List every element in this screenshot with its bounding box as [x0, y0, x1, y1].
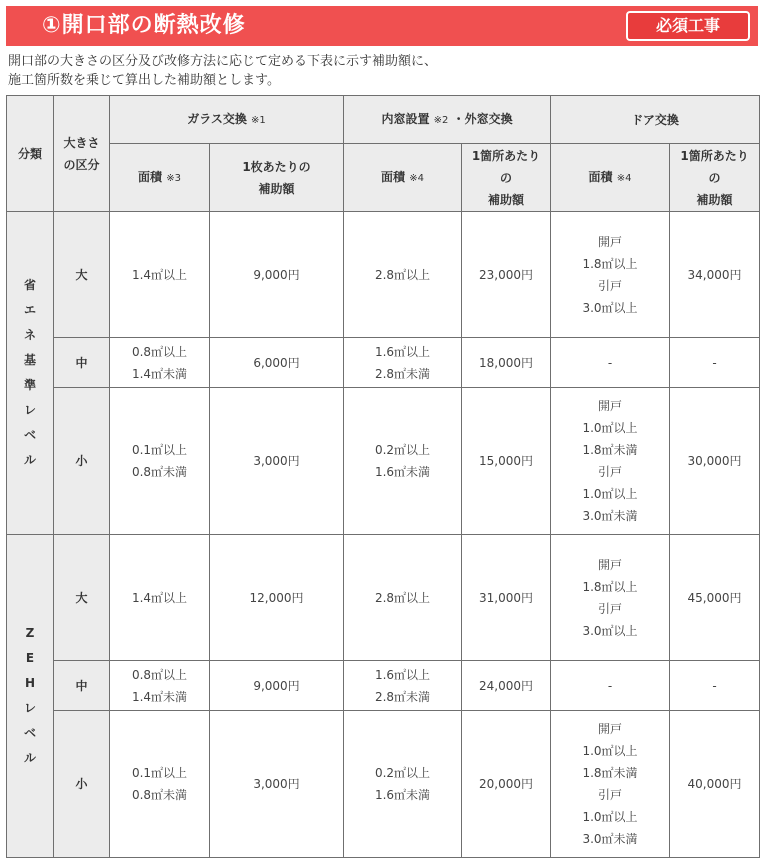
window-amount: 18,000円	[462, 338, 551, 388]
window-area-line: 2.8㎡以上	[374, 267, 431, 282]
window-area	[344, 388, 462, 535]
header-window	[344, 96, 551, 144]
glass-area-line: 0.8㎡未満	[131, 788, 188, 802]
header-window-amount	[462, 144, 551, 212]
glass-area-line: 0.1㎡以上	[131, 443, 188, 457]
door-area-line: 1.0㎡以上	[582, 487, 638, 501]
door-area-line: 1.8㎡未満	[582, 766, 638, 780]
glass-area	[110, 338, 210, 388]
glass-area	[110, 388, 210, 535]
door-area	[551, 338, 670, 388]
header-window-amount-line: 1箇所あたり	[471, 148, 541, 163]
table-row	[7, 212, 760, 338]
door-amount: -	[670, 338, 760, 388]
glass-amount: 9,000円	[210, 212, 344, 338]
door-area-line: 開戸	[598, 234, 623, 249]
door-amount: 34,000円	[670, 212, 760, 338]
header-glass-area-note: ※3	[166, 172, 181, 184]
window-amount: 24,000円	[462, 661, 551, 711]
header-glass-note: ※1	[251, 114, 266, 126]
door-area	[551, 212, 670, 338]
glass-area-line: 0.8㎡以上	[131, 667, 188, 682]
header-glass-label: ガラス交換	[187, 111, 247, 126]
glass-area-line: 0.8㎡未満	[131, 465, 188, 479]
group-label-text: ZEHレベル	[23, 626, 36, 765]
window-area-line: 1.6㎡未満	[374, 788, 431, 802]
required-work-badge: 必須工事	[626, 11, 750, 41]
header-window-label: 内窓設置	[381, 111, 430, 126]
door-area-line: 開戸	[598, 399, 623, 413]
door-area-line: 1.0㎡以上	[582, 421, 638, 435]
header-window-amount-line: の	[500, 170, 513, 185]
window-area	[344, 338, 462, 388]
glass-amount: 9,000円	[210, 661, 344, 711]
window-area	[344, 711, 462, 858]
header-door-amount-line: の	[708, 170, 721, 185]
section-header	[6, 6, 758, 46]
subsidy-table	[6, 95, 760, 858]
size-class: 大	[54, 535, 110, 661]
glass-area-line: 1.4㎡以上	[131, 590, 188, 605]
glass-area-line: 0.1㎡以上	[131, 766, 188, 780]
table-row	[7, 388, 760, 535]
table-body	[7, 212, 760, 858]
size-class: 小	[54, 388, 110, 535]
glass-area-line: 1.4㎡未満	[131, 366, 188, 381]
glass-area	[110, 535, 210, 661]
header-glass-area	[110, 144, 210, 212]
size-class: 中	[54, 338, 110, 388]
header-door-area-note: ※4	[616, 172, 632, 184]
door-area-line: 3.0㎡未満	[582, 509, 638, 523]
table-row	[7, 711, 760, 858]
header-window-suffix: ・外窓交換	[452, 111, 513, 126]
door-area-line: 1.0㎡以上	[582, 810, 638, 824]
door-amount: -	[670, 661, 760, 711]
intro-text	[8, 52, 748, 90]
header-size	[54, 96, 110, 212]
window-area	[344, 661, 462, 711]
door-area-line: 1.8㎡以上	[582, 579, 638, 594]
window-area-line: 2.8㎡以上	[374, 590, 431, 605]
group-label	[7, 535, 54, 858]
window-amount: 31,000円	[462, 535, 551, 661]
glass-area	[110, 212, 210, 338]
window-area-line: 2.8㎡未満	[374, 366, 431, 381]
section-title: ①開口部の断熱改修	[42, 13, 246, 38]
door-area-line: 引戸	[598, 601, 623, 616]
header-door-amount	[670, 144, 760, 212]
glass-amount: 3,000円	[210, 388, 344, 535]
window-amount: 20,000円	[462, 711, 551, 858]
window-area-line: 2.8㎡未満	[374, 689, 431, 704]
window-area-line: 0.2㎡以上	[374, 766, 431, 780]
group-label-text: 省エネ基準レベル	[23, 278, 36, 467]
header-size-line: の区分	[63, 157, 100, 172]
header-door-area-label: 面積	[588, 169, 613, 184]
window-area-line: 0.2㎡以上	[374, 443, 431, 457]
header-category: 分類	[7, 96, 54, 212]
table-row	[7, 338, 760, 388]
glass-amount: 3,000円	[210, 711, 344, 858]
header-door-area	[551, 144, 670, 212]
size-class: 中	[54, 661, 110, 711]
door-amount: 40,000円	[670, 711, 760, 858]
group-label	[7, 212, 54, 535]
header-glass-area-label: 面積	[138, 169, 163, 184]
header-glass-amount-line: 補助額	[258, 181, 295, 196]
door-area-line: 開戸	[598, 557, 623, 572]
size-class: 大	[54, 212, 110, 338]
door-area-line: 開戸	[598, 722, 623, 736]
window-area	[344, 212, 462, 338]
header-window-note: ※2	[433, 114, 449, 126]
intro-line-2: 施工箇所数を乗じて算出した補助額とします。	[8, 73, 280, 88]
door-area-line: 3.0㎡未満	[582, 832, 638, 846]
door-area-line: 3.0㎡以上	[582, 300, 638, 315]
door-amount: 30,000円	[670, 388, 760, 535]
glass-area-line: 1.4㎡未満	[131, 689, 188, 704]
header-size-line: 大きさ	[63, 135, 100, 150]
glass-area-line: 0.8㎡以上	[131, 344, 188, 359]
header-door: ドア交換	[551, 96, 760, 144]
intro-line-1: 開口部の大きさの区分及び改修方法に応じて定める下表に示す補助額に、	[8, 54, 438, 69]
glass-area	[110, 661, 210, 711]
door-area-line: 引戸	[598, 465, 623, 479]
glass-amount: 6,000円	[210, 338, 344, 388]
header-glass-amount-line: 1枚あたりの	[242, 159, 311, 174]
door-area-line: -	[607, 678, 613, 693]
window-area-line: 1.6㎡以上	[374, 667, 431, 682]
header-window-area-note: ※4	[409, 172, 424, 184]
door-area-line: -	[607, 355, 613, 370]
door-area	[551, 388, 670, 535]
header-door-amount-line: 補助額	[696, 192, 733, 207]
header-door-amount-line: 1箇所あたり	[680, 148, 749, 163]
table-row	[7, 661, 760, 711]
glass-area	[110, 711, 210, 858]
window-area	[344, 535, 462, 661]
door-area-line: 3.0㎡以上	[582, 623, 638, 638]
door-area-line: 引戸	[598, 788, 623, 802]
door-area-line: 1.8㎡以上	[582, 256, 638, 271]
header-glass-amount	[210, 144, 344, 212]
size-class: 小	[54, 711, 110, 858]
door-area-line: 引戸	[598, 278, 623, 293]
glass-amount: 12,000円	[210, 535, 344, 661]
header-glass	[110, 96, 344, 144]
window-area-line: 1.6㎡未満	[374, 465, 431, 479]
door-area	[551, 711, 670, 858]
door-area	[551, 661, 670, 711]
window-amount: 23,000円	[462, 212, 551, 338]
door-area	[551, 535, 670, 661]
window-area-line: 1.6㎡以上	[374, 344, 431, 359]
window-amount: 15,000円	[462, 388, 551, 535]
door-area-line: 1.8㎡未満	[582, 443, 638, 457]
door-amount: 45,000円	[670, 535, 760, 661]
table-row	[7, 535, 760, 661]
header-window-area	[344, 144, 462, 212]
header-window-amount-line: 補助額	[488, 192, 525, 207]
door-area-line: 1.0㎡以上	[582, 744, 638, 758]
glass-area-line: 1.4㎡以上	[131, 267, 188, 282]
header-window-area-label: 面積	[381, 169, 406, 184]
